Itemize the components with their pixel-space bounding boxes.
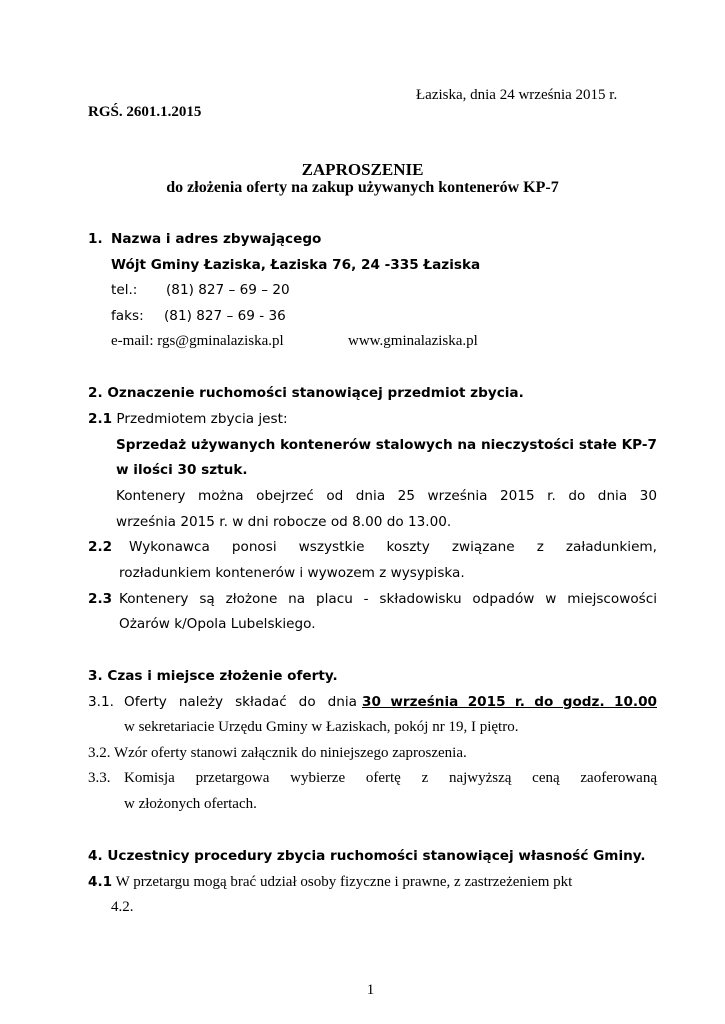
document-title: ZAPROSZENIE <box>301 160 424 179</box>
page-number: 1 <box>366 982 375 998</box>
tel-value: (81) 827 – 69 – 20 <box>166 282 290 298</box>
sale-line2: w ilości 30 sztuk. <box>116 462 248 478</box>
p21-number: 2.1 <box>88 411 113 427</box>
p22-number: 2.2 <box>88 539 113 555</box>
entity-address: Wójt Gminy Łaziska, Łaziska 76, 24 -335 Łaziska <box>111 257 481 273</box>
p31-line2: w sekretariacie Urzędu Gminy w Łaziskach, pokój nr 19, I piętro. <box>124 719 519 735</box>
section3-heading: 3. Czas i miejsce złożenie oferty. <box>88 668 338 684</box>
p41-line1: W przetargu mogą brać udział osoby fizyczne i prawne, z zastrzeżeniem pkt <box>112 874 573 890</box>
p41-line2: 4.2. <box>111 899 134 915</box>
p23-number: 2.3 <box>88 591 113 607</box>
p22-line2: rozładunkiem kontenerów i wywozem z wysypiska. <box>119 565 465 581</box>
p23-line1: Kontenery są złożone na placu - składowisku odpadów w miejscowości <box>119 591 657 607</box>
p33-line1: Komisja przetargowa wybierze ofertę z najwyższą ceną zaoferowaną <box>124 770 657 786</box>
place-date: Łaziska, dnia 24 września 2015 r. <box>416 87 618 103</box>
inspect-line1: Kontenery można obejrzeć od dnia 25 września 2015 r. do dnia 30 <box>116 488 657 504</box>
document-subtitle: do złożenia oferty na zakup używanych kontenerów KP-7 <box>166 179 559 196</box>
p21-text: Przedmiotem zbycia jest: <box>112 411 288 427</box>
tel-label: tel.: <box>111 282 138 298</box>
section1-heading: Nazwa i adres zbywającego <box>111 231 322 247</box>
reference-number: RGŚ. 2601.1.2015 <box>88 104 202 120</box>
sale-line1: Sprzedaż używanych kontenerów stalowych na nieczystości stałe KP-7 <box>116 437 657 453</box>
p31-number: 3.1. <box>88 694 114 710</box>
section2-heading: 2. Oznaczenie ruchomości stanowiącej przedmiot zbycia. <box>88 385 524 401</box>
p31-deadline: 30 września 2015 r. do godz. 10.00 <box>362 694 657 710</box>
email-address: e-mail: rgs@gminalaziska.pl <box>111 333 284 349</box>
website-address: www.gminalaziska.pl <box>348 333 478 349</box>
section1-number: 1. <box>88 231 103 247</box>
p33-line2: w złożonych ofertach. <box>124 796 257 812</box>
fax-label: faks: <box>111 308 144 324</box>
fax-value: (81) 827 – 69 - 36 <box>164 308 286 324</box>
p23-line2: Ożarów k/Opola Lubelskiego. <box>119 616 316 632</box>
section4-heading: 4. Uczestnicy procedury zbycia ruchomości stanowiącej własność Gminy. <box>88 848 646 864</box>
inspect-line2: września 2015 r. w dni robocze od 8.00 do 13.00. <box>116 514 452 530</box>
p33-number: 3.3. <box>88 770 111 786</box>
p32-text: 3.2. Wzór oferty stanowi załącznik do niniejszego zaproszenia. <box>88 745 467 761</box>
p41-number: 4.1 <box>88 874 113 890</box>
p31-text: Oferty należy składać do dnia <box>124 694 357 710</box>
p22-line1: Wykonawca ponosi wszystkie koszty związane z załadunkiem, <box>129 539 657 555</box>
